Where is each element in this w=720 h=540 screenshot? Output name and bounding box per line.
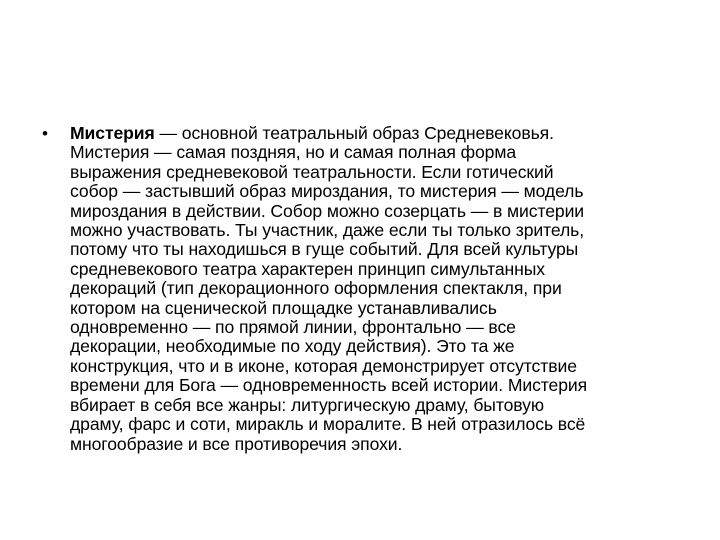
paragraph-line-1: [70, 124, 670, 143]
bullet-paragraph: [70, 124, 670, 454]
paragraph-line-17: многообразие и все противоречия эпохи.: [70, 433, 403, 454]
line-1-text: — основной театральный образ Средневековья.: [154, 123, 554, 143]
paragraph-line-4: собор — застывший образ мироздания, то мистерия — модель: [70, 181, 584, 202]
paragraph-line-3: выражения средневековой театральности. Если готический: [70, 161, 554, 182]
paragraph-line-14: времени для Бога — одновременность всей истории. Мистерия: [70, 375, 588, 396]
paragraph-line-6: можно участвовать. Ты участник, даже если ты только зритель,: [70, 220, 585, 241]
paragraph-line-5: мироздания в действии. Собор можно созерцать — в мистерии: [70, 200, 585, 221]
paragraph-line-8: средневекового театра характерен принцип симультанных: [70, 258, 546, 279]
paragraph-line-11: одновременно — по прямой линии, фронтально — все: [70, 317, 516, 338]
paragraph-line-2: Мистерия — самая поздняя, но и самая полная форма: [70, 142, 517, 163]
paragraph-line-15: вбирает в себя все жанры: литургическую драму, бытовую: [70, 394, 544, 415]
paragraph-line-16: драму, фарс и соти, миракль и моралите. В ней отразилось всё: [70, 414, 586, 435]
paragraph-line-10: котором на сценической площадке устанавливались: [70, 297, 497, 318]
bullet-item: [42, 124, 682, 454]
bullet-marker: •: [42, 124, 48, 143]
paragraph-line-12: декорации, необходимые по ходу действия). Это та же: [70, 336, 515, 357]
paragraph-line-9: декораций (тип декорационного оформления спектакля, при: [70, 278, 562, 299]
paragraph-line-13: конструкция, что и в иконе, которая демонстрирует отсутствие: [70, 355, 577, 376]
paragraph-line-7: потому что ты находишься в гуще событий. Для всей культуры: [70, 239, 579, 260]
term-heading: Мистерия: [70, 123, 155, 143]
